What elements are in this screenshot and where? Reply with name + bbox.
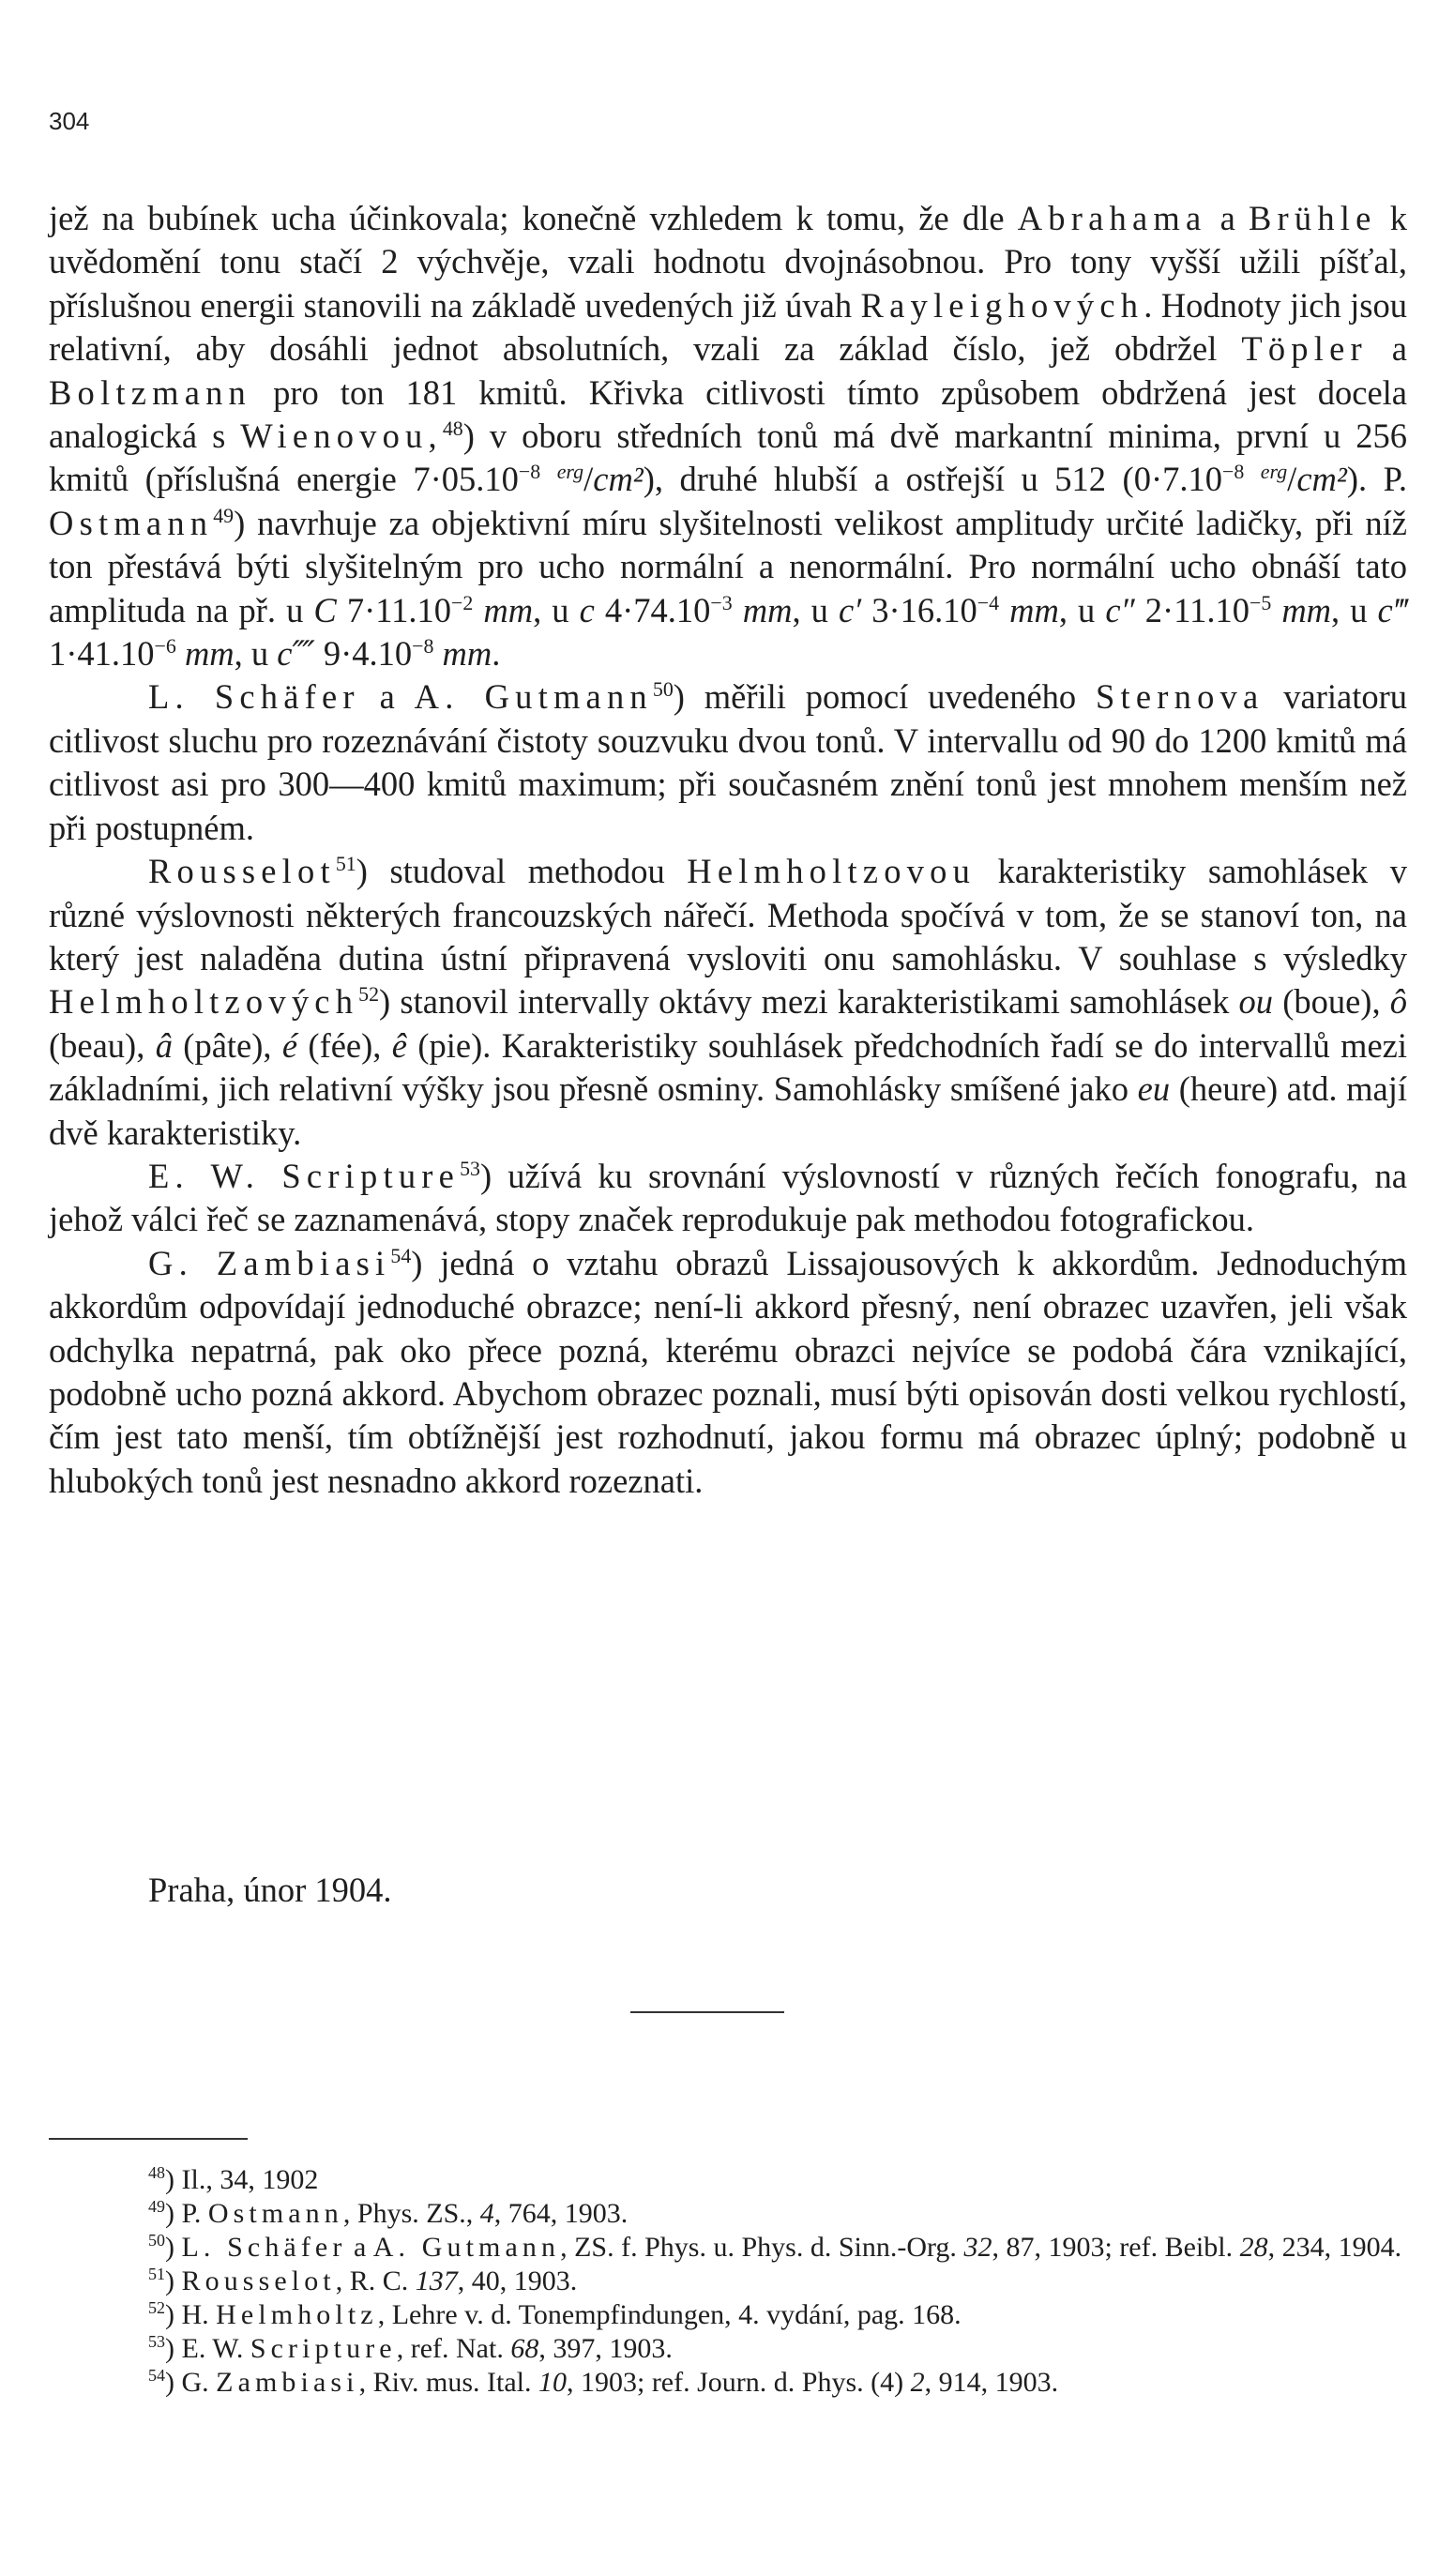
text-run: (boue), xyxy=(1273,982,1390,1022)
text-run: ) v oboru středních tonů má dvě markantní minima, první u 256 kmitů (příslušná energie 7·05.10 xyxy=(49,417,1407,499)
text-run: k uvědomění tonu stačí 2 výchvěje, vzali hodnotu dvojnásobnou. Pro tony vyšší užili píšťal, příslušnou energii stanovili na základě uvedených již úvah xyxy=(49,199,1408,325)
text-run: ) E. W. xyxy=(165,2333,250,2364)
italic-text: mm xyxy=(442,634,492,674)
spaced-name: Töpler xyxy=(1241,329,1368,369)
text-run: , u xyxy=(1331,590,1378,629)
paragraph xyxy=(49,1242,1407,1503)
italic-text: é xyxy=(281,1025,298,1065)
text-run: ) studoval methodou xyxy=(356,852,688,891)
italic-text: eu xyxy=(1137,1069,1171,1109)
text-run xyxy=(999,591,1009,629)
italic-text: cm² xyxy=(1296,460,1347,499)
spaced-name: A. Gutmann xyxy=(414,677,653,717)
text-run: 9·4.10 xyxy=(314,634,413,674)
text-run: . Hodnoty jich jsou relativní, aby dosáhli jednot absolutních, vzali za základ číslo, jež obdržel xyxy=(49,285,1408,369)
text-run: a xyxy=(1206,199,1249,237)
spaced-name: Helmholtzových xyxy=(49,982,359,1022)
reference-superscript: −4 xyxy=(977,590,1000,614)
spaced-name: L. Schäfer xyxy=(181,2232,347,2263)
reference-superscript: 50 xyxy=(148,2231,165,2250)
text-run: , 914, 1903. xyxy=(924,2367,1059,2398)
italic-text: 4 xyxy=(479,2198,494,2229)
spaced-name: Helmholtz xyxy=(216,2299,378,2330)
text-run: jež na bubínek ucha účinkovala; konečně vzhledem k tomu, že dle xyxy=(49,199,1018,237)
footnote xyxy=(49,2163,1407,2197)
text-run xyxy=(733,591,743,629)
italic-text: C xyxy=(313,590,337,629)
footnotes xyxy=(49,2163,1407,2400)
text-run xyxy=(433,634,442,673)
italic-text: c xyxy=(579,590,595,629)
reference-superscript: −3 xyxy=(710,590,733,614)
spaced-name: Scripture xyxy=(250,2333,397,2364)
text-run: ) užívá ku srovnání výslovností v různých řečích fonografu, na jehož válci řeč se zaznamenává, stopy značek reprodukuje pak methodou fotografickou. xyxy=(49,1156,1408,1239)
text-run: , ZS. f. Phys. u. Phys. d. Sinn.-Org. xyxy=(560,2232,964,2263)
text-run: , Phys. ZS., xyxy=(342,2198,480,2229)
text-run: ) H. xyxy=(165,2299,217,2330)
text-run: (pâte), xyxy=(172,1025,282,1065)
spaced-name: Rousselot xyxy=(148,852,336,891)
text-run: , 764, 1903. xyxy=(493,2198,629,2229)
spaced-name: Ostmann xyxy=(49,503,214,542)
reference-superscript: 53 xyxy=(148,2332,165,2351)
text-run: 7·11.10 xyxy=(336,590,452,629)
paragraph xyxy=(49,675,1407,850)
reference-superscript: −8 xyxy=(1221,460,1245,484)
text-run: ) měřili pomocí uvedeného xyxy=(673,677,1097,717)
text-run: 2·11.10 xyxy=(1134,590,1250,629)
text-run: ) xyxy=(165,2232,182,2263)
italic-text: 28 xyxy=(1239,2232,1268,2263)
text-run: , ref. Nat. xyxy=(396,2333,511,2364)
section-divider xyxy=(630,2011,784,2013)
paragraph xyxy=(49,850,1407,1155)
reference-superscript: −6 xyxy=(154,633,176,658)
text-run: / xyxy=(1287,460,1297,499)
text-run: ), druhé hlubší a ostřejší u 512 (0·7.10 xyxy=(643,460,1222,499)
italic-text: cm² xyxy=(593,460,644,499)
italic-text: mm xyxy=(1009,590,1059,629)
spaced-name: Rayleighových xyxy=(860,285,1144,325)
footnote xyxy=(49,2265,1407,2298)
footnote xyxy=(49,2332,1407,2366)
footnote xyxy=(49,2298,1407,2332)
italic-text: ê xyxy=(391,1025,407,1065)
spaced-name: Boltzmann xyxy=(49,372,252,412)
text-run: , 397, 1903. xyxy=(538,2333,673,2364)
reference-superscript: 52 xyxy=(358,982,380,1007)
text-run: (fée), xyxy=(297,1025,392,1065)
italic-text: c′ xyxy=(838,590,862,629)
text-run: ). P. xyxy=(1346,460,1408,499)
italic-text: â xyxy=(155,1025,173,1065)
italic-text: 137 xyxy=(415,2265,458,2296)
reference-superscript: −5 xyxy=(1249,590,1272,614)
reference-superscript: −8 xyxy=(518,460,541,484)
text-run: . xyxy=(492,634,501,674)
text-run: karakteristiky samohlásek v různé výslovnosti některých francouzských nářečí. Methoda spočívá v tom, že se stanoví ton, na který jest naladěna dutina ústní připravená vysloviti onu samohlásku. V souhlase s výsledky xyxy=(49,852,1407,977)
text-run: a xyxy=(359,677,415,717)
body-text xyxy=(49,197,1407,1503)
paragraph xyxy=(49,1155,1407,1242)
paragraph xyxy=(49,197,1407,675)
text-run: ) jedná o vztahu obrazů Lissajousových k akkordům. Jednoduchým akkordům odpovídají jednoduché obrazce; není-li akkord přesný, není obrazec uzavřen, jeli však odchylka nepatrná, pak oko přece pozná, kterému obrazci nejvíce se podobá čára vznikající, podobně ucho pozná akkord. Abychom obrazec poznali, musí býti opisován dosti velkou rychlostí, čím jest tato menší, tím obtížnější jest rozhodnutí, jakou formu má obrazec úplný; podobně u hlubokých tonů jest nesnadno akkord rozeznati. xyxy=(49,1243,1407,1500)
spaced-name: Ostmann xyxy=(207,2198,343,2229)
footnote xyxy=(49,2366,1407,2400)
text-run: , u xyxy=(1058,590,1106,629)
reference-superscript: 48 xyxy=(148,2163,165,2182)
text-run: (heure) atd. mají dvě karakteristiky. xyxy=(49,1069,1407,1152)
spaced-name: E. W. Scripture xyxy=(148,1156,461,1195)
spaced-name: Helmholtzovou xyxy=(687,852,977,891)
reference-superscript: erg xyxy=(1260,460,1288,484)
reference-superscript: 48 xyxy=(442,416,463,440)
spaced-name: G. Zambiasi xyxy=(148,1243,391,1282)
reference-superscript: 51 xyxy=(148,2265,165,2283)
italic-text: c″ xyxy=(1105,590,1135,629)
text-run: , 40, 1903. xyxy=(457,2265,578,2296)
text-run xyxy=(1271,591,1281,629)
text-run: ) P. xyxy=(165,2198,208,2229)
text-run xyxy=(473,591,483,629)
italic-text: mm xyxy=(184,634,235,674)
spaced-name: A. Gutmann xyxy=(372,2232,561,2263)
text-run: 4·74.10 xyxy=(594,590,711,629)
spaced-name: Abrahama xyxy=(1017,199,1207,237)
reference-superscript: 49 xyxy=(148,2197,165,2216)
text-run: 3·16.10 xyxy=(861,590,977,629)
text-run xyxy=(1244,460,1261,498)
reference-superscript: 53 xyxy=(460,1156,480,1180)
text-run: , R. C. xyxy=(335,2265,416,2296)
text-run: ) navrhuje za objektivní míru slyšitelnosti velikost amplitudy určité ladičky, při níž ton přestává býti slyšitelným pro ucho normální a nenormální. Pro normální ucho obnáší tato amplituda na př. u xyxy=(49,503,1407,629)
reference-superscript: 54 xyxy=(390,1243,412,1267)
text-run: a xyxy=(1367,329,1407,369)
reference-superscript: −8 xyxy=(412,633,434,658)
italic-text: ou xyxy=(1238,982,1274,1022)
italic-text: 32 xyxy=(963,2232,992,2263)
italic-text: mm xyxy=(1281,590,1332,629)
text-run: , u xyxy=(234,634,278,674)
text-run: , u xyxy=(533,590,580,629)
text-run: pro ton 181 kmitů. Křivka citlivosti tímto způsobem obdržená jest docela analogická s xyxy=(49,372,1407,456)
reference-superscript: 49 xyxy=(213,503,235,527)
footnote xyxy=(49,2231,1407,2265)
text-run: , u xyxy=(792,590,839,629)
footnote-divider xyxy=(49,2138,248,2140)
text-run: 1·41.10 xyxy=(49,634,155,674)
text-run: , 234, 1904. xyxy=(1267,2232,1402,2263)
italic-text: c⁗ xyxy=(277,634,315,674)
spaced-name: Wienovou, xyxy=(240,417,443,456)
page-number: 304 xyxy=(49,107,90,135)
italic-text: ô xyxy=(1389,982,1407,1022)
text-run: , 87, 1903; ref. Beibl. xyxy=(992,2232,1240,2263)
italic-text: 10 xyxy=(538,2367,567,2398)
italic-text: mm xyxy=(742,590,793,629)
text-run: ) stanovil intervally oktávy mezi karakteristikami samohlásek xyxy=(379,982,1239,1022)
reference-superscript: 54 xyxy=(148,2366,165,2385)
italic-text: c‴ xyxy=(1377,590,1408,629)
italic-text: 68 xyxy=(510,2333,539,2364)
footnote xyxy=(49,2197,1407,2231)
text-run: , Lehre v. d. Tonempfindungen, 4. vydání, pag. 168. xyxy=(377,2299,962,2330)
signature: Praha, únor 1904. xyxy=(148,1871,392,1909)
spaced-name: L. Schäfer xyxy=(148,677,360,717)
text-run: a xyxy=(346,2232,373,2263)
text-run: ) G. xyxy=(165,2367,217,2398)
text-run: , 1903; ref. Journ. d. Phys. (4) xyxy=(566,2367,911,2398)
spaced-name: Zambiasi xyxy=(216,2367,359,2398)
text-run xyxy=(176,634,185,673)
text-run: ) xyxy=(165,2265,182,2296)
italic-text: 2 xyxy=(910,2367,925,2398)
text-run xyxy=(540,460,557,498)
spaced-name: Sternova xyxy=(1096,677,1265,717)
reference-superscript: 50 xyxy=(652,677,674,702)
text-run: (pie). Karakteristiky souhlásek předchodních řadí se do intervallů mezi základními, jich relativní výšky jsou přesně osminy. Samohlásky smíšené jako xyxy=(49,1025,1407,1109)
text-run: ) Il., 34, 1902 xyxy=(165,2164,319,2195)
reference-superscript: −2 xyxy=(451,590,474,614)
reference-superscript: 52 xyxy=(148,2298,165,2317)
text-run: variatoru citlivost sluchu pro rozeznávání čistoty souzvuku dvou tonů. V intervallu od 90 do 1200 kmitů má citlivost asi pro 300—400 kmitů maximum; při současném znění tonů jest mnohem menším než při postupném. xyxy=(49,677,1407,847)
reference-superscript: 51 xyxy=(335,851,356,875)
spaced-name: Brühle xyxy=(1248,199,1377,237)
text-run: / xyxy=(583,460,594,499)
reference-superscript: erg xyxy=(556,460,584,484)
spaced-name: Rousselot xyxy=(181,2265,336,2296)
text-run: (beau), xyxy=(49,1025,156,1065)
text-run: , Riv. mus. Ital. xyxy=(358,2367,538,2398)
italic-text: mm xyxy=(483,590,534,629)
